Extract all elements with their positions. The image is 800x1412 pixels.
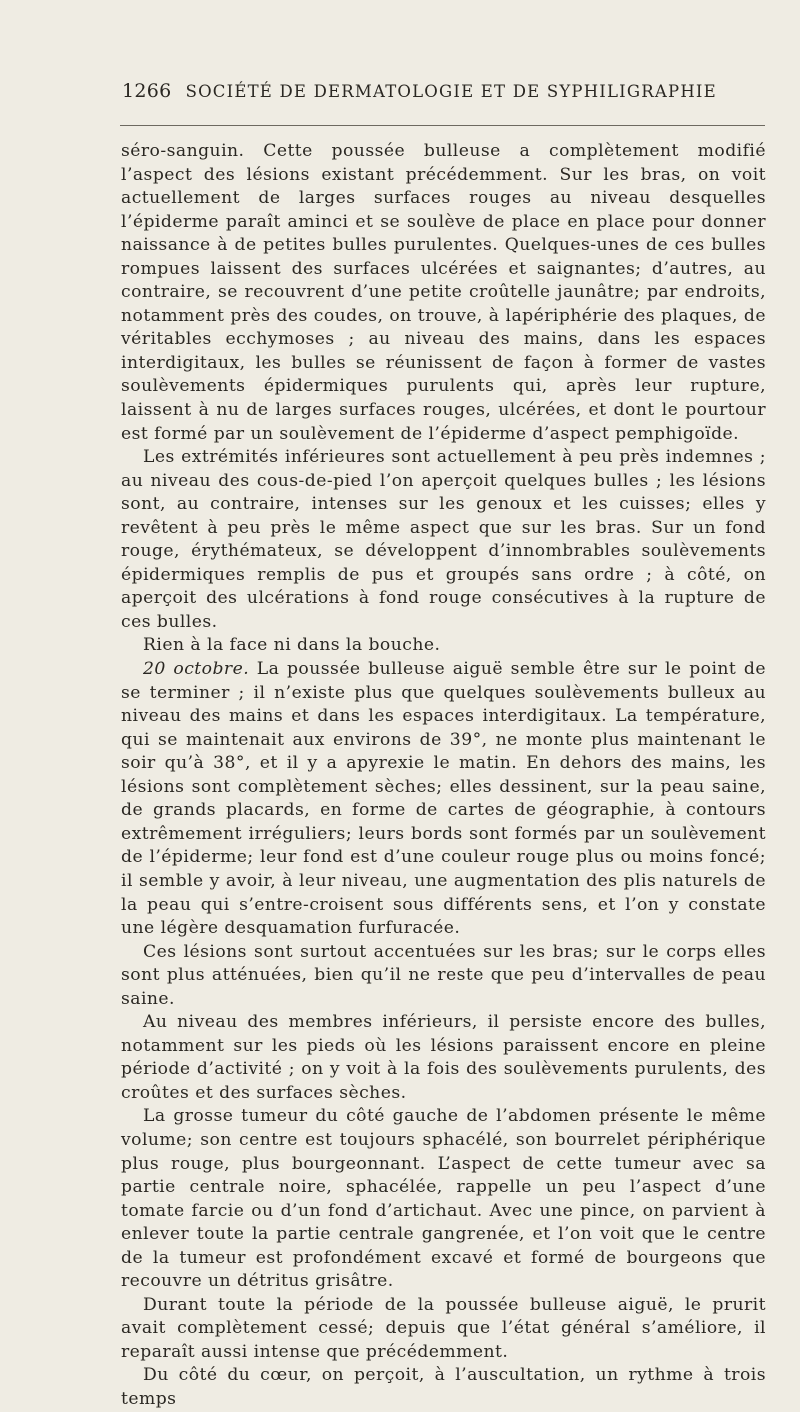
page-number: 1266 xyxy=(122,80,172,102)
paragraph: Rien à la face ni dans la bouche. xyxy=(143,635,441,656)
header-rule xyxy=(120,125,765,126)
paragraph-dated-entry: 20 octobre. La poussée bulleuse aiguë semble être sur le point de se terminer ; il n’existe plus que quelques soulèvements bulleux au niveau des mains et dans les espaces interdigitaux. La température, qui se maintenait aux environs de 39°, ne monte plus maintenant le soir qu’à 38°, et il y a apyrexie le matin. En dehors des mains, les lésions sont complètement sèches; elles dessinent, sur la peau saine, de grands placards, en forme de cartes de géographie, à contours extrêmement irréguliers; leurs bords sont formés par un soulèvement de l’épiderme; leur fond est d’une couleur rouge plus ou moins foncé; il semble y avoir, à leur niveau, une augmentation des plis naturels de la peau qui s’entre-croisent sous différents sens, et l’on y constate une légère desquamation furfuracée. xyxy=(121,659,766,939)
paragraph: Au niveau des membres inférieurs, il persiste encore des bulles, notamment sur les pieds où les lésions paraissent encore en pleine période d’activité ; on y voit à la fois des soulèvements purulents, des croûtes et des surfaces sèches. xyxy=(121,1012,766,1103)
paragraph: Du côté du cœur, on perçoit, à l’auscultation, un rythme à trois temps xyxy=(121,1365,766,1409)
running-title: SOCIÉTÉ DE DERMATOLOGIE ET DE SYPHILIGRAPHIE xyxy=(185,82,717,101)
paragraph: La grosse tumeur du côté gauche de l’abdomen présente le même volume; son centre est toujours sphacélé, son bourrelet périphérique plus rouge, plus bourgeonnant. L’aspect de cette tumeur avec sa partie centrale noire, sphacélée, rappelle un peu l’aspect d’une tomate farcie ou d’un fond d’artichaut. Avec une pince, on parvient à enlever toute la partie centrale gangrenée, et l’on voit que le centre de la tumeur est profondément excavé et formé de bourgeons que recouvre un détritus grisâtre. xyxy=(121,1106,766,1292)
paragraph: Les extrémités inférieures sont actuellement à peu près indemnes ; au niveau des cous-de-pied l’on aperçoit quelques bulles ; les lésions sont, au contraire, intenses sur les genoux et les cuisses; elles y revêtent à peu près le même aspect que sur les bras. Sur un fond rouge, érythémateux, se développent d’innombrables soulèvements épidermiques remplis de pus et groupés sans ordre ; à côté, on aperçoit des ulcérations à fond rouge consécutives à la rupture de ces bulles. xyxy=(121,447,766,632)
page-header xyxy=(122,80,765,102)
body-text xyxy=(121,140,766,1412)
entry-date: 20 octobre. xyxy=(143,659,250,680)
paragraph: séro-sanguin. Cette poussée bulleuse a complètement modifié l’aspect des lésions existant précédemment. Sur les bras, on voit actuellement de larges surfaces rouges au niveau desquelles l’épiderme paraît aminci et se soulève de place en place pour donner naissance à de petites bulles purulentes. Quelques-unes de ces bulles rompues laissent des surfaces ulcérées et saignantes; d’autres, au contraire, se recouvrent d’une petite croûtelle jaunâtre; par endroits, notamment près des coudes, on trouve, à lapériphérie des plaques, de véritables ecchymoses ; au niveau des mains, dans les espaces interdigitaux, les bulles se réunissent de façon à former de vastes soulèvements épidermiques purulents qui, après leur rupture, laissent à nu de larges surfaces rouges, ulcérées, et dont le pourtour est formé par un soulèvement de l’épiderme d’aspect pemphigoïde. xyxy=(121,141,766,444)
paragraph: Ces lésions sont surtout accentuées sur les bras; sur le corps elles sont plus atténuées, bien qu’il ne reste que peu d’intervalles de peau saine. xyxy=(121,941,766,1009)
paragraph: Durant toute la période de la poussée bulleuse aiguë, le prurit avait complètement cessé; depuis que l’état général s’améliore, il reparaît aussi intense que précédemment. xyxy=(121,1294,766,1362)
